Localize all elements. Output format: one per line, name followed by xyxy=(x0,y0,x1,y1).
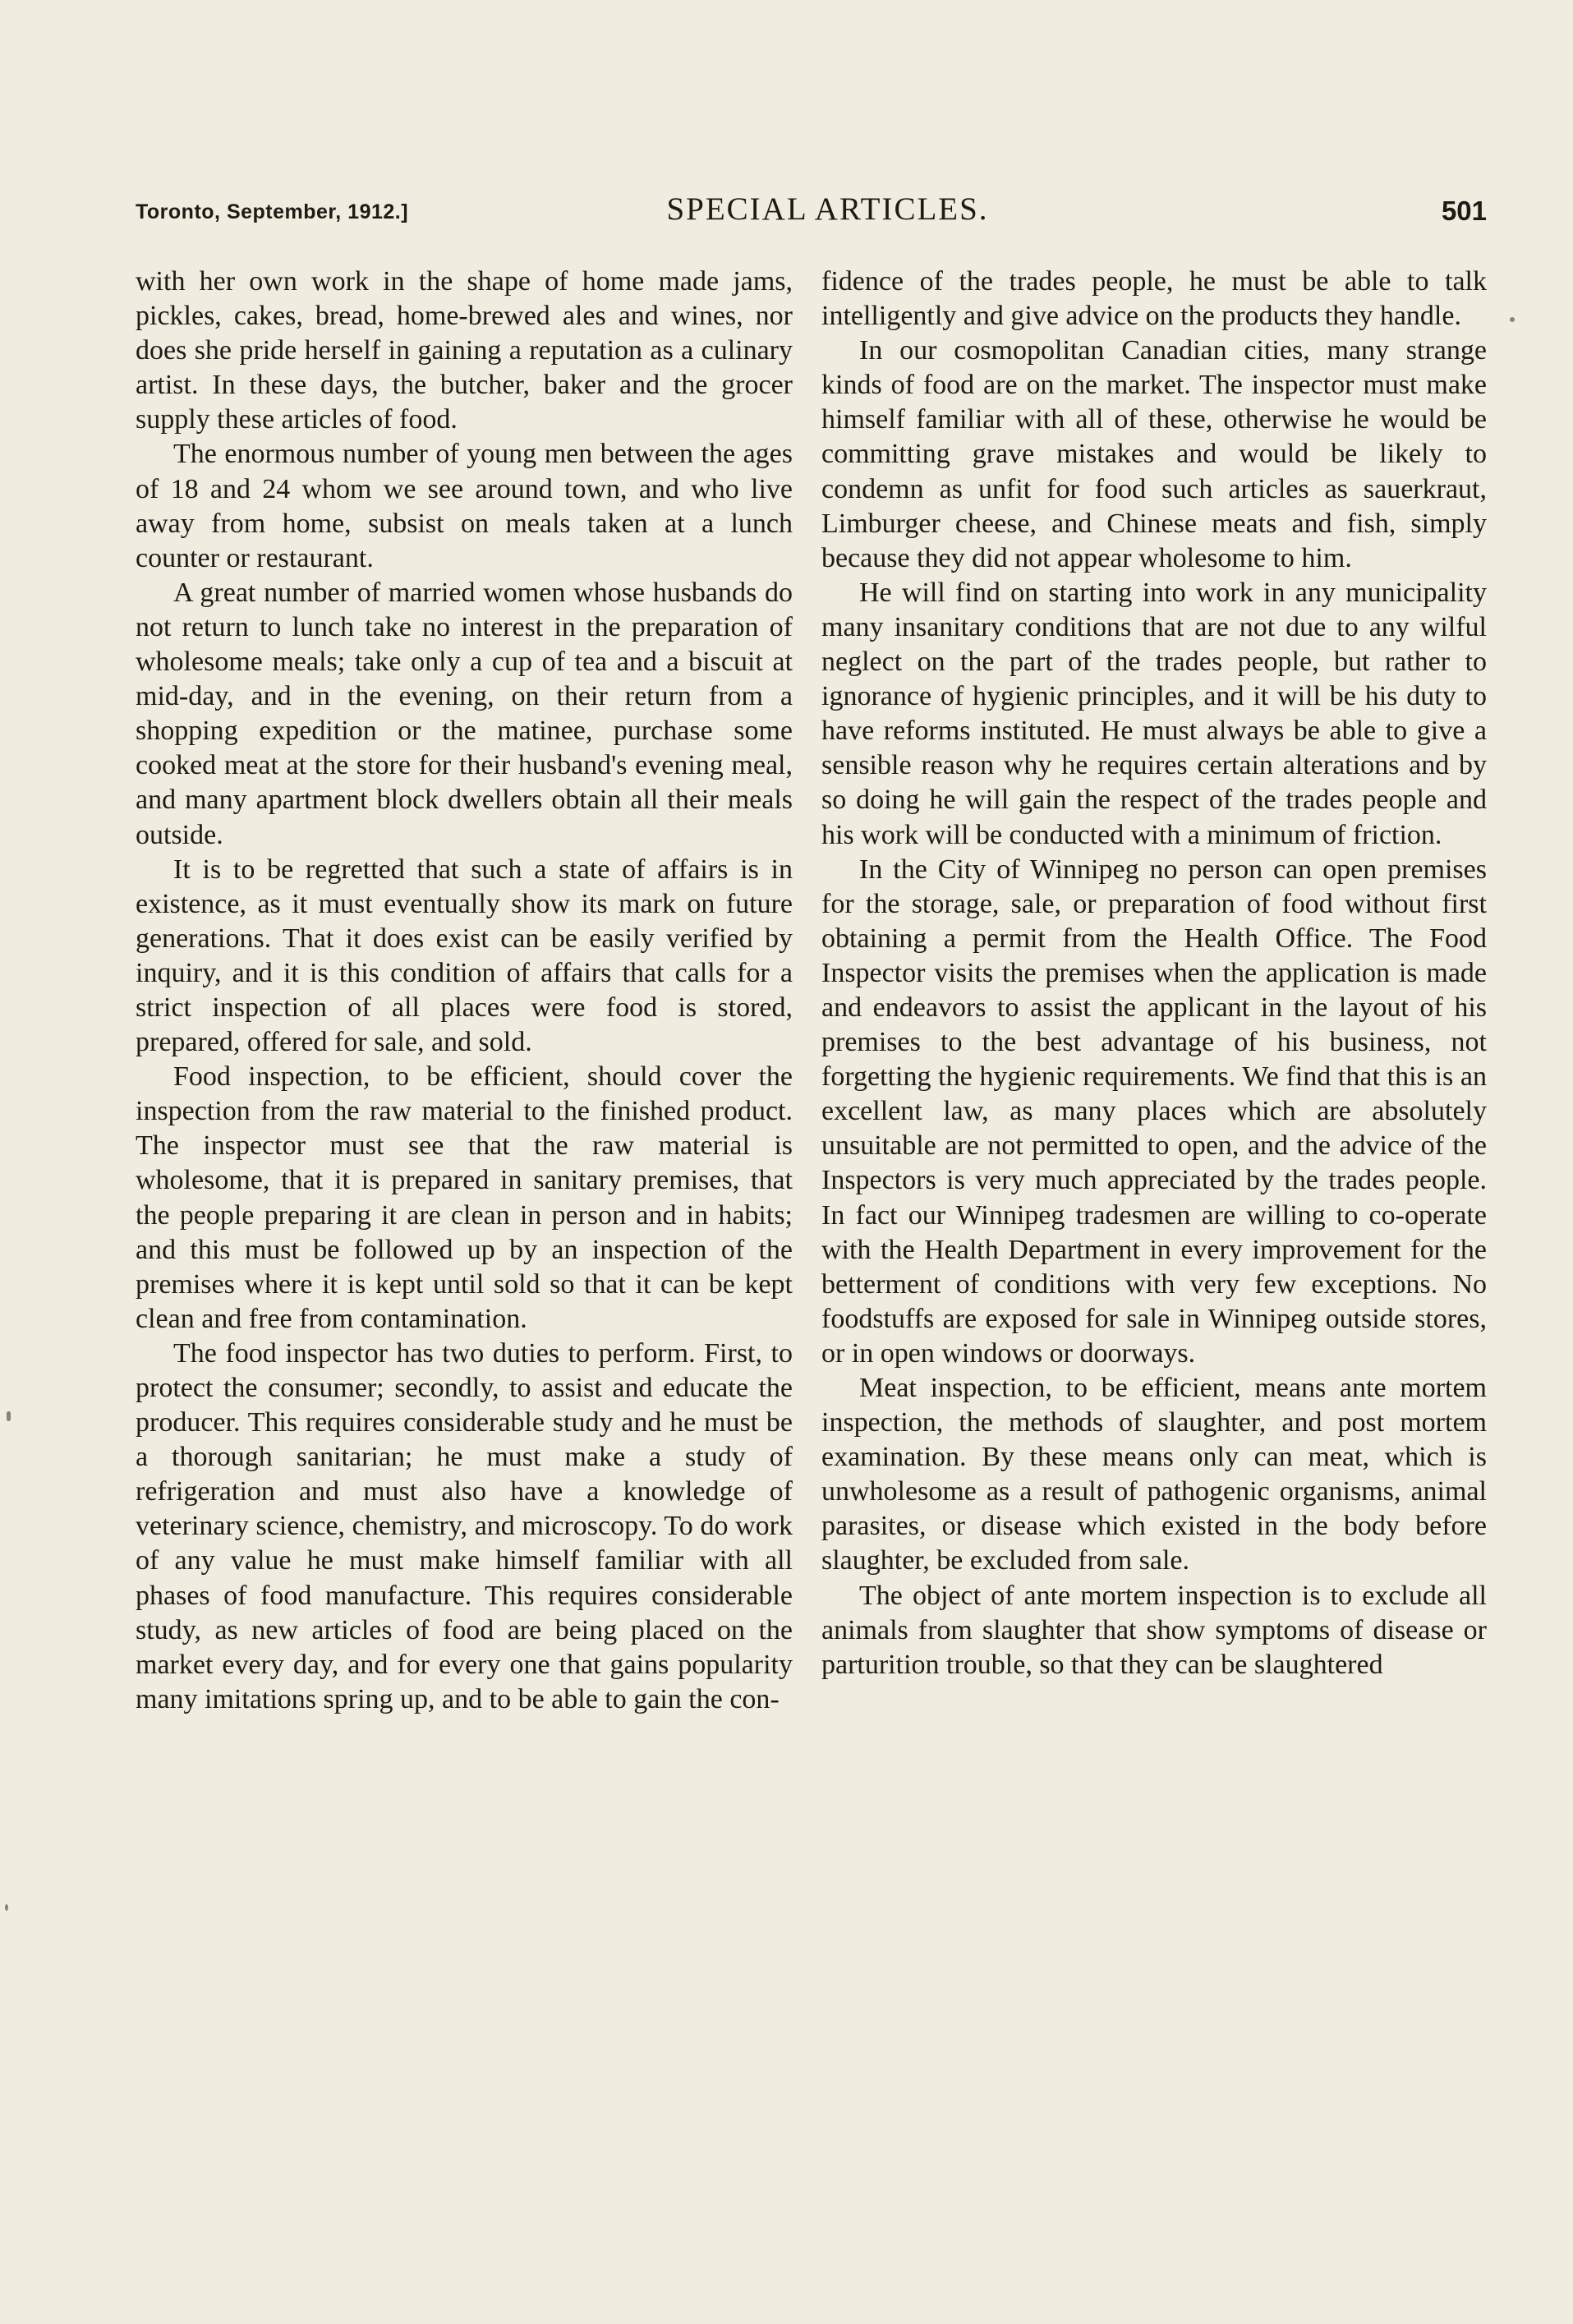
paragraph: fidence of the trades people, he must be able to talk intelligently and give advice on the products they handle. xyxy=(821,266,1487,332)
paragraph: Food inspection, to be efficient, should cover the inspection from the raw material to the finished product. The inspector must see that the raw material is wholesome, that it is prepared in sanitary premises, that the people preparing it are clean in person and in habits; and this must be followed up by an inspection of the premises where it is kept until sold so that it can be kept clean and free from contamination. xyxy=(136,1061,793,1334)
paragraph: The enormous number of young men between the ages of 18 and 24 whom we see around town, and who live away from home, subsist on meals taken at a lunch counter or restaurant. xyxy=(136,439,793,573)
paragraph: Meat inspection, to be efficient, means ante mortem inspection, the methods of slaughter, and post mortem examination. By these means only can meat, which is unwholesome as a result of pathogenic organisms, animal parasites, or disease which existed in the body before slaughter, be excluded from sale. xyxy=(821,1373,1487,1576)
paragraph: with her own work in the shape of home made jams, pickles, cakes, bread, home-brewed ales and wines, nor does she pride herself in gaining a reputation as a culinary artist. In these days, the butcher, baker and the grocer supply these articles of food. xyxy=(136,266,793,435)
paragraph: The object of ante mortem inspection is to exclude all animals from slaughter that show symptoms of disease or parturition trouble, so that they can be slaughtered xyxy=(821,1580,1487,1680)
header-date: Toronto, September, 1912.] xyxy=(136,200,409,223)
paragraph: He will find on starting into work in any municipality many insanitary conditions that are not due to any wilful neglect on the part of the trades people, but rather to ignorance of hygienic principles, and it will be his duty to have reforms instituted. He must always be able to give a sensible reason why he requires certain alterations and by so doing he will gain the respect of the trades people and his work will be conducted with a minimum of friction. xyxy=(821,577,1487,850)
paragraph: The food inspector has two duties to perform. First, to protect the consumer; secondly, to assist and educate the producer. This requires considerable study and he must be a thorough sanitarian; he must make a study of refrigeration and must also have a knowledge of veterinary science, chemistry, and microscopy. To do work of any value he must make himself familiar with all phases of food manufacture. This requires considerable study, as new articles of food are being placed on the market every day, and for every one that gains popularity many imitations spring up, and to be able to gain the con- xyxy=(136,1337,793,1714)
paper-speck xyxy=(1510,317,1515,322)
header-section-title: SPECIAL ARTICLES. xyxy=(666,191,989,227)
paragraph: A great number of married women whose husbands do not return to lunch take no interest in the preparation of wholesome meals; take only a cup of tea and a biscuit at mid-day, and in the evening, on their return from a shopping expedition or the matinee, purchase some cooked meat at the store for their husband's evening meal, and many apartment block dwellers obtain all their meals outside. xyxy=(136,577,793,850)
paper-speck xyxy=(7,1411,11,1421)
paragraph: In our cosmopolitan Canadian cities, many strange kinds of food are on the market. The inspector must make himself familiar with all of these, otherwise he would be committing grave mistakes and would be likely to condemn as unfit for food such articles as sauerkraut, Limburger cheese, and Chinese meats and fish, simply because they did not appear wholesome to him. xyxy=(821,335,1487,573)
right-column xyxy=(821,265,1487,1682)
page-number: 501 xyxy=(1441,196,1487,226)
paragraph: It is to be regretted that such a state of affairs is in existence, as it must eventually show its mark on future generations. That it does exist can be easily verified by inquiry, and it is this condition of affairs that calls for a strict inspection of all places were food is stored, prepared, offered for sale, and sold. xyxy=(136,854,793,1058)
running-header xyxy=(136,191,1487,233)
paragraph: In the City of Winnipeg no person can open premises for the storage, sale, or preparation of food without first obtaining a permit from the Health Office. The Food Inspector visits the premises when the application is made and endeavors to assist the applicant in the layout of his premises to the best advantage of his business, not forgetting the hygienic requirements. We find that this is an excellent law, as many places which are absolutely unsuitable are not permitted to open, and the advice of the Inspectors is very much appreciated by the trades people. In fact our Winnipeg tradesmen are willing to co-operate with the Health Department in every improvement for the betterment of conditions with very few exceptions. No foodstuffs are exposed for sale in Winnipeg outside stores, or in open windows or doorways. xyxy=(821,854,1487,1369)
paper-speck xyxy=(5,1904,8,1911)
left-column xyxy=(136,265,793,1717)
